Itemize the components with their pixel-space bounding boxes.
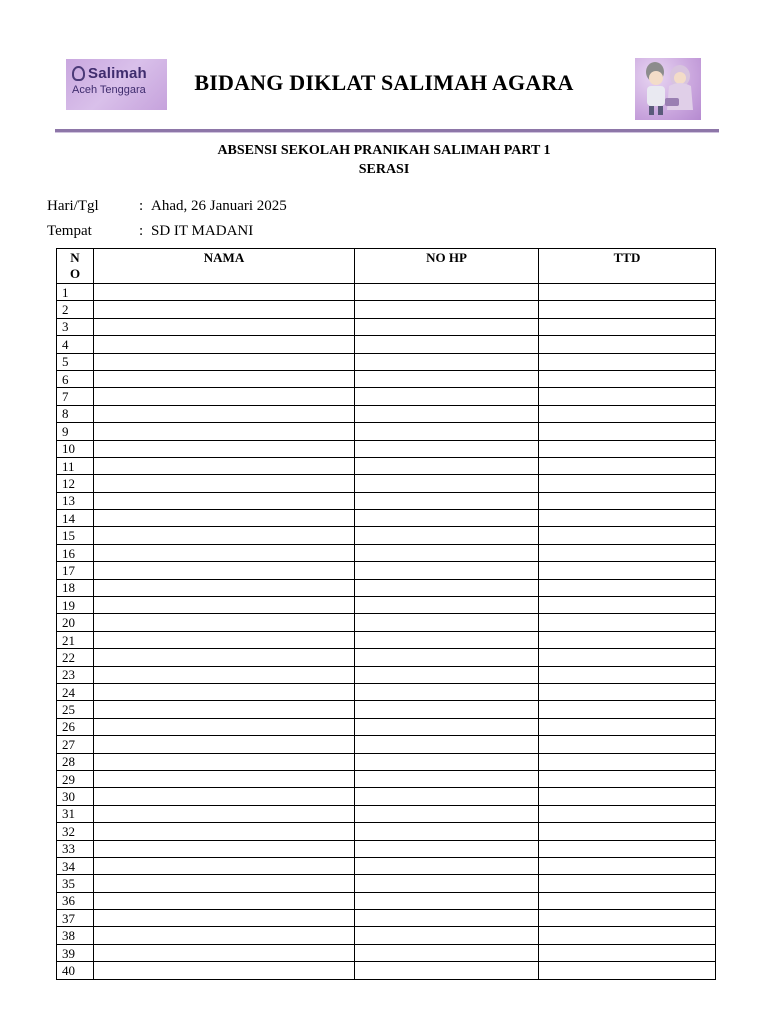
column-header-name: NAMA — [94, 249, 355, 284]
table-row — [57, 440, 716, 457]
table-row — [57, 597, 716, 614]
row-number-cell: 39 — [57, 944, 94, 961]
phone-cell[interactable] — [355, 562, 539, 579]
name-cell[interactable] — [94, 423, 355, 440]
column-header-no-line1: N — [70, 250, 80, 265]
row-number-cell: 7 — [57, 388, 94, 405]
name-cell[interactable] — [94, 544, 355, 561]
name-cell[interactable] — [94, 353, 355, 370]
signature-cell[interactable] — [539, 631, 716, 648]
logo-brand-text: Salimah — [88, 65, 147, 82]
signature-cell[interactable] — [539, 892, 716, 909]
phone-cell[interactable] — [355, 423, 539, 440]
signature-cell[interactable] — [539, 805, 716, 822]
row-number-cell: 28 — [57, 753, 94, 770]
signature-cell[interactable] — [539, 370, 716, 387]
signature-cell[interactable] — [539, 736, 716, 753]
row-number-cell: 24 — [57, 683, 94, 700]
signature-cell[interactable] — [539, 753, 716, 770]
phone-cell[interactable] — [355, 405, 539, 422]
table-row — [57, 823, 716, 840]
name-cell[interactable] — [94, 875, 355, 892]
table-row — [57, 962, 716, 979]
signature-cell[interactable] — [539, 492, 716, 509]
phone-cell[interactable] — [355, 788, 539, 805]
table-row — [57, 492, 716, 509]
row-number-cell: 33 — [57, 840, 94, 857]
table-row — [57, 527, 716, 544]
table-row — [57, 457, 716, 474]
name-cell[interactable] — [94, 649, 355, 666]
table-row — [57, 840, 716, 857]
phone-cell[interactable] — [355, 770, 539, 787]
name-cell[interactable] — [94, 631, 355, 648]
signature-cell[interactable] — [539, 544, 716, 561]
phone-cell[interactable] — [355, 857, 539, 874]
salimah-mark-icon — [72, 66, 85, 81]
name-cell[interactable] — [94, 910, 355, 927]
name-cell[interactable] — [94, 770, 355, 787]
table-row — [57, 770, 716, 787]
signature-cell[interactable] — [539, 579, 716, 596]
row-number-cell: 30 — [57, 788, 94, 805]
name-cell[interactable] — [94, 788, 355, 805]
attendance-table — [56, 248, 716, 980]
signature-cell[interactable] — [539, 666, 716, 683]
row-number-cell: 37 — [57, 910, 94, 927]
name-cell[interactable] — [94, 736, 355, 753]
row-number-cell: 18 — [57, 579, 94, 596]
signature-cell[interactable] — [539, 840, 716, 857]
table-row — [57, 284, 716, 301]
place-row — [47, 223, 253, 240]
phone-cell[interactable] — [355, 701, 539, 718]
date-label: Hari/Tgl — [47, 198, 99, 214]
table-row — [57, 388, 716, 405]
row-number-cell: 15 — [57, 527, 94, 544]
signature-cell[interactable] — [539, 597, 716, 614]
row-number-cell: 9 — [57, 423, 94, 440]
signature-cell[interactable] — [539, 405, 716, 422]
table-row — [57, 805, 716, 822]
row-number-cell: 8 — [57, 405, 94, 422]
row-number-cell: 20 — [57, 614, 94, 631]
name-cell[interactable] — [94, 944, 355, 961]
signature-cell[interactable] — [539, 857, 716, 874]
table-header-row — [57, 249, 716, 284]
date-value: Ahad, 26 Januari 2025 — [151, 198, 287, 214]
row-number-cell: 3 — [57, 318, 94, 335]
phone-cell[interactable] — [355, 962, 539, 979]
signature-cell[interactable] — [539, 562, 716, 579]
salimah-logo — [66, 59, 167, 110]
phone-cell[interactable] — [355, 823, 539, 840]
name-cell[interactable] — [94, 718, 355, 735]
signature-cell[interactable] — [539, 527, 716, 544]
table-row — [57, 423, 716, 440]
name-cell[interactable] — [94, 301, 355, 318]
signature-cell[interactable] — [539, 701, 716, 718]
signature-cell[interactable] — [539, 770, 716, 787]
name-cell[interactable] — [94, 284, 355, 301]
column-header-phone: NO HP — [355, 249, 539, 284]
row-number-cell: 25 — [57, 701, 94, 718]
table-row — [57, 353, 716, 370]
table-row — [57, 579, 716, 596]
name-cell[interactable] — [94, 614, 355, 631]
table-row — [57, 944, 716, 961]
signature-cell[interactable] — [539, 475, 716, 492]
row-number-cell: 19 — [57, 597, 94, 614]
name-cell[interactable] — [94, 683, 355, 700]
phone-cell[interactable] — [355, 666, 539, 683]
table-row — [57, 788, 716, 805]
phone-cell[interactable] — [355, 718, 539, 735]
signature-cell[interactable] — [539, 457, 716, 474]
table-row — [57, 301, 716, 318]
signature-cell[interactable] — [539, 423, 716, 440]
row-number-cell: 38 — [57, 927, 94, 944]
name-cell[interactable] — [94, 840, 355, 857]
table-row — [57, 927, 716, 944]
couple-illustration-icon — [635, 58, 701, 120]
row-number-cell: 36 — [57, 892, 94, 909]
name-cell[interactable] — [94, 962, 355, 979]
place-label: Tempat — [47, 223, 92, 239]
phone-cell[interactable] — [355, 805, 539, 822]
signature-cell[interactable] — [539, 875, 716, 892]
row-number-cell: 12 — [57, 475, 94, 492]
table-row — [57, 544, 716, 561]
row-number-cell: 23 — [57, 666, 94, 683]
table-row — [57, 910, 716, 927]
header-divider — [55, 129, 719, 133]
signature-cell[interactable] — [539, 718, 716, 735]
phone-cell[interactable] — [355, 875, 539, 892]
phone-cell[interactable] — [355, 388, 539, 405]
column-header-no-line2: O — [69, 266, 81, 281]
table-row — [57, 875, 716, 892]
name-cell[interactable] — [94, 388, 355, 405]
phone-cell[interactable] — [355, 927, 539, 944]
phone-cell[interactable] — [355, 910, 539, 927]
table-row — [57, 405, 716, 422]
name-cell[interactable] — [94, 579, 355, 596]
table-row — [57, 370, 716, 387]
table-row — [57, 614, 716, 631]
table-row — [57, 718, 716, 735]
name-cell[interactable] — [94, 405, 355, 422]
document-title-line2: SERASI — [358, 162, 410, 177]
signature-cell[interactable] — [539, 614, 716, 631]
name-cell[interactable] — [94, 492, 355, 509]
row-number-cell: 35 — [57, 875, 94, 892]
name-cell[interactable] — [94, 457, 355, 474]
row-number-cell: 26 — [57, 718, 94, 735]
table-row — [57, 857, 716, 874]
phone-cell[interactable] — [355, 527, 539, 544]
table-row — [57, 510, 716, 527]
signature-cell[interactable] — [539, 336, 716, 353]
name-cell[interactable] — [94, 336, 355, 353]
table-row — [57, 736, 716, 753]
table-row — [57, 892, 716, 909]
name-cell[interactable] — [94, 805, 355, 822]
signature-cell[interactable] — [539, 318, 716, 335]
name-cell[interactable] — [94, 753, 355, 770]
signature-cell[interactable] — [539, 944, 716, 961]
row-number-cell: 17 — [57, 562, 94, 579]
name-cell[interactable] — [94, 440, 355, 457]
name-cell[interactable] — [94, 527, 355, 544]
place-separator: : — [139, 223, 144, 239]
phone-cell[interactable] — [355, 440, 539, 457]
signature-cell[interactable] — [539, 927, 716, 944]
phone-cell[interactable] — [355, 631, 539, 648]
signature-cell[interactable] — [539, 823, 716, 840]
name-cell[interactable] — [94, 857, 355, 874]
name-cell[interactable] — [94, 370, 355, 387]
phone-cell[interactable] — [355, 510, 539, 527]
phone-cell[interactable] — [355, 475, 539, 492]
table-row — [57, 753, 716, 770]
signature-cell[interactable] — [539, 440, 716, 457]
signature-cell[interactable] — [539, 388, 716, 405]
name-cell[interactable] — [94, 510, 355, 527]
table-row — [57, 318, 716, 335]
phone-cell[interactable] — [355, 649, 539, 666]
place-value: SD IT MADANI — [151, 223, 254, 239]
logo-sub-text: Aceh Tenggara — [72, 84, 146, 96]
phone-cell[interactable] — [355, 318, 539, 335]
table-row — [57, 631, 716, 648]
name-cell[interactable] — [94, 666, 355, 683]
date-row — [47, 198, 287, 215]
date-separator: : — [139, 198, 144, 214]
row-number-cell: 16 — [57, 544, 94, 561]
row-number-cell: 27 — [57, 736, 94, 753]
row-number-cell: 10 — [57, 440, 94, 457]
phone-cell[interactable] — [355, 301, 539, 318]
column-header-signature: TTD — [539, 249, 716, 284]
row-number-cell: 2 — [57, 301, 94, 318]
row-number-cell: 21 — [57, 631, 94, 648]
name-cell[interactable] — [94, 318, 355, 335]
phone-cell[interactable] — [355, 892, 539, 909]
table-row — [57, 562, 716, 579]
name-cell[interactable] — [94, 823, 355, 840]
phone-cell[interactable] — [355, 370, 539, 387]
row-number-cell: 29 — [57, 770, 94, 787]
table-row — [57, 475, 716, 492]
phone-cell[interactable] — [355, 614, 539, 631]
phone-cell[interactable] — [355, 944, 539, 961]
name-cell[interactable] — [94, 701, 355, 718]
signature-cell[interactable] — [539, 910, 716, 927]
name-cell[interactable] — [94, 597, 355, 614]
row-number-cell: 6 — [57, 370, 94, 387]
row-number-cell: 1 — [57, 284, 94, 301]
name-cell[interactable] — [94, 892, 355, 909]
row-number-cell: 40 — [57, 962, 94, 979]
name-cell[interactable] — [94, 475, 355, 492]
name-cell[interactable] — [94, 927, 355, 944]
signature-cell[interactable] — [539, 353, 716, 370]
document-title — [0, 141, 768, 179]
signature-cell[interactable] — [539, 649, 716, 666]
phone-cell[interactable] — [355, 683, 539, 700]
row-number-cell: 5 — [57, 353, 94, 370]
signature-cell[interactable] — [539, 510, 716, 527]
row-number-cell: 31 — [57, 805, 94, 822]
row-number-cell: 34 — [57, 857, 94, 874]
phone-cell[interactable] — [355, 753, 539, 770]
row-number-cell: 14 — [57, 510, 94, 527]
signature-cell[interactable] — [539, 788, 716, 805]
phone-cell[interactable] — [355, 840, 539, 857]
phone-cell[interactable] — [355, 457, 539, 474]
signature-cell[interactable] — [539, 301, 716, 318]
phone-cell[interactable] — [355, 353, 539, 370]
row-number-cell: 32 — [57, 823, 94, 840]
phone-cell[interactable] — [355, 336, 539, 353]
column-header-no — [57, 249, 94, 284]
phone-cell[interactable] — [355, 492, 539, 509]
signature-cell[interactable] — [539, 284, 716, 301]
row-number-cell: 22 — [57, 649, 94, 666]
table-row — [57, 666, 716, 683]
table-row — [57, 336, 716, 353]
document-title-line1: ABSENSI SEKOLAH PRANIKAH SALIMAH PART 1 — [217, 143, 551, 158]
signature-cell[interactable] — [539, 962, 716, 979]
signature-cell[interactable] — [539, 683, 716, 700]
name-cell[interactable] — [94, 562, 355, 579]
table-row — [57, 649, 716, 666]
phone-cell[interactable] — [355, 736, 539, 753]
phone-cell[interactable] — [355, 544, 539, 561]
phone-cell[interactable] — [355, 579, 539, 596]
phone-cell[interactable] — [355, 284, 539, 301]
phone-cell[interactable] — [355, 597, 539, 614]
page-title: BIDANG DIKLAT SALIMAH AGARA — [194, 70, 574, 95]
row-number-cell: 4 — [57, 336, 94, 353]
row-number-cell: 13 — [57, 492, 94, 509]
table-row — [57, 701, 716, 718]
row-number-cell: 11 — [57, 457, 94, 474]
table-row — [57, 683, 716, 700]
